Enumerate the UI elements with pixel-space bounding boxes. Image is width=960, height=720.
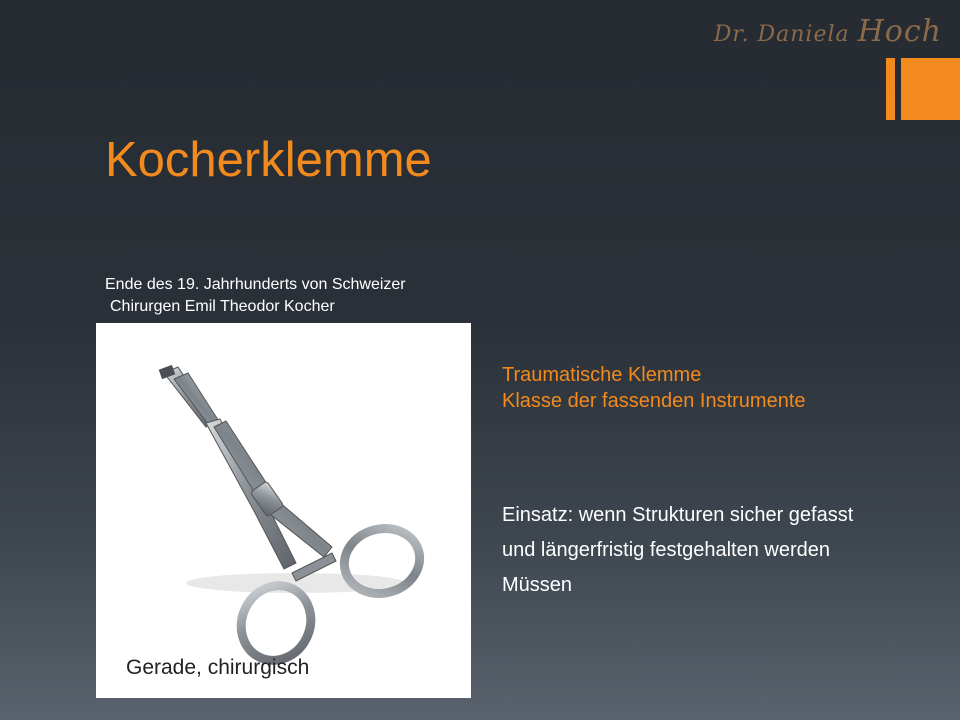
image-caption: Gerade, chirurgisch: [126, 656, 310, 679]
subtitle-line-2: Chirurgen Emil Theodor Kocher: [110, 298, 335, 315]
signature-prefix: Dr. Daniela: [713, 22, 858, 47]
author-signature: [714, 14, 942, 49]
subtitle-line-1: Ende des 19. Jahrhunderts von Schweizer: [105, 276, 406, 293]
instrument-image: [96, 323, 471, 698]
classification-line-2: Klasse der fassenden Instrumente: [502, 390, 806, 412]
slide-title: Kocherklemme: [105, 133, 432, 187]
accent-bar-thin: [886, 58, 895, 120]
accent-bar-thick: [901, 58, 960, 120]
usage-text: [502, 498, 853, 603]
classification-line-1: Traumatische Klemme: [502, 364, 702, 386]
slide-subtitle: [105, 274, 485, 318]
usage-line-3: Müssen: [502, 574, 573, 596]
usage-line-1: Einsatz: wenn Strukturen sicher gefasst: [502, 504, 854, 526]
usage-line-2: und längerfristig festgehalten werden: [502, 539, 830, 561]
classification-text: [502, 362, 806, 414]
surgical-clamp-icon: [96, 323, 471, 698]
signature-name: Hoch: [857, 14, 942, 49]
